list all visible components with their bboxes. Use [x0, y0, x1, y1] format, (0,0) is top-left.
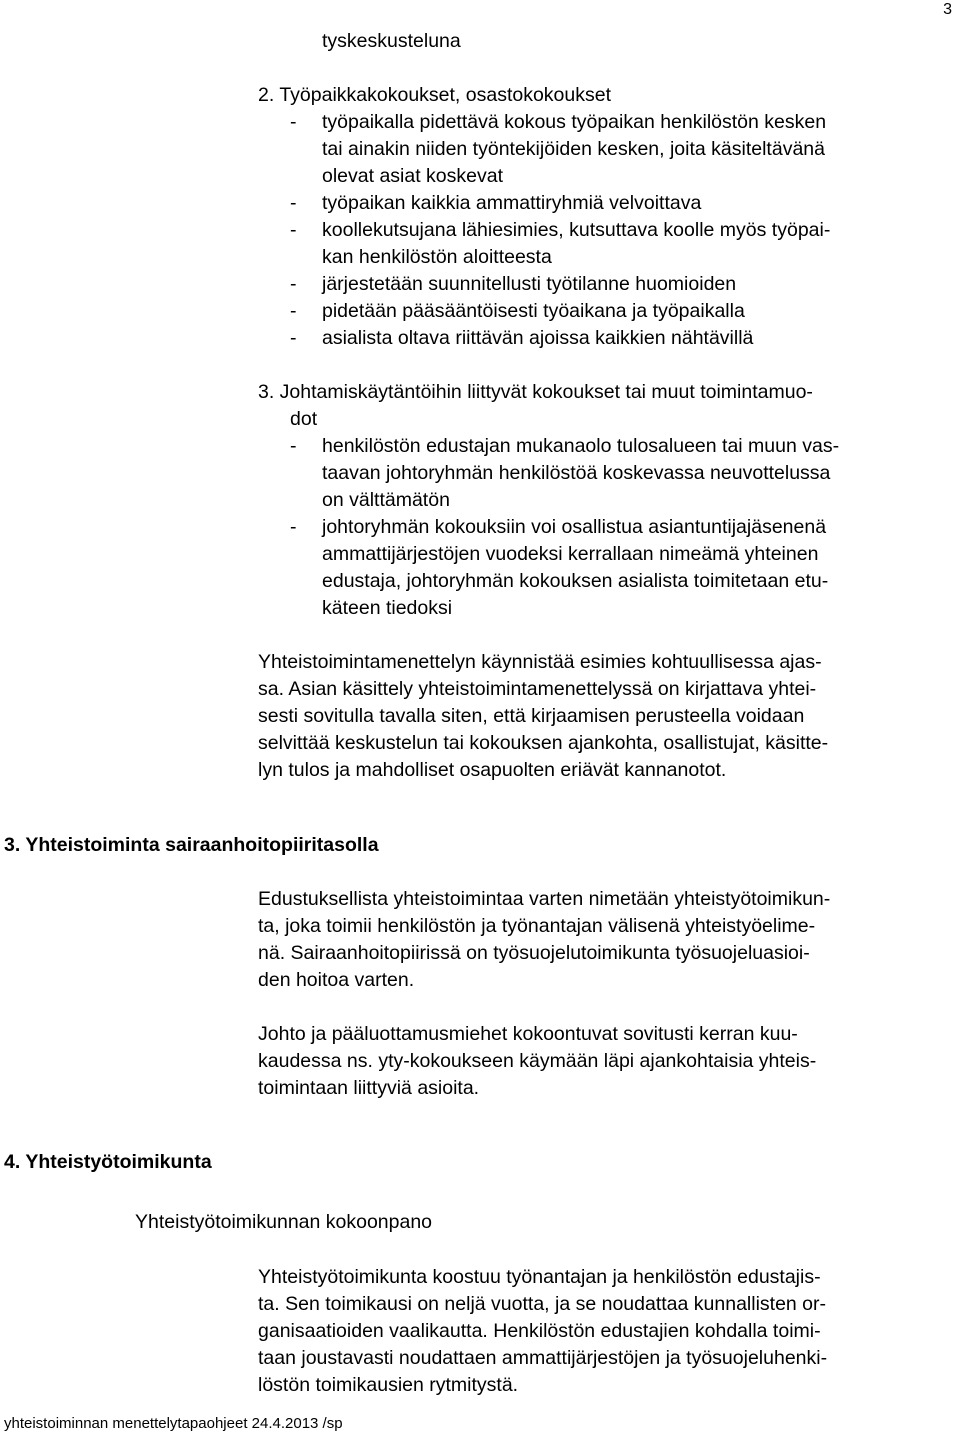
list-item-line: tai ainakin niiden työntekijöiden kesken, joita käsiteltävänä — [322, 138, 825, 160]
paragraph-line: taan joustavasti noudattaen ammattijärjestöjen ja työsuojeluhenki- — [258, 1347, 828, 1369]
list-item-line: edustaja, johtoryhmän kokouksen asialista toimitetaan etu- — [322, 570, 829, 592]
list-item-line: henkilöstön edustajan mukanaolo tulosalueen tai muun vas- — [322, 435, 840, 457]
footer-text: yhteistoiminnan menettelytapaohjeet 24.4.2013 /sp — [4, 1415, 343, 1432]
paragraph-line: sesti sovitulla tavalla siten, että kirjaamisen perusteella voidaan — [258, 705, 805, 727]
bullet-dash: - — [290, 111, 297, 133]
bullet-dash: - — [290, 300, 297, 322]
list-item-line: on välttämätön — [322, 489, 450, 511]
section3-heading: 3. Johtamiskäytäntöihin liittyvät kokoukset tai muut toimintamuo- — [258, 381, 813, 403]
list-item-line: järjestetään suunnitellusti työtilanne huomioiden — [322, 273, 737, 295]
paragraph-line: löstön toimikausien rytmitystä. — [258, 1374, 519, 1396]
bullet-dash: - — [290, 435, 297, 457]
list-item-line: kan henkilöstön aloitteesta — [322, 246, 552, 268]
section3-heading-cont: dot — [290, 408, 318, 430]
paragraph-line: Yhteistyötoimikunta koostuu työnantajan ja henkilöstön edustajis- — [258, 1266, 821, 1288]
section-heading-4: 4. Yhteistyötoimikunta — [4, 1151, 212, 1173]
paragraph-line: Yhteistoimintamenettelyn käynnistää esimies kohtuullisessa ajas- — [258, 651, 822, 673]
list-item-line: käteen tiedoksi — [322, 597, 453, 619]
paragraph-line: toimintaan liittyviä asioita. — [258, 1077, 480, 1099]
paragraph-line: ta. Sen toimikausi on neljä vuotta, ja se noudattaa kunnallisten or- — [258, 1293, 827, 1315]
bullet-dash: - — [290, 273, 297, 295]
paragraph-line: den hoitoa varten. — [258, 969, 415, 991]
subheading: Yhteistyötoimikunnan kokoonpano — [135, 1211, 433, 1233]
paragraph-line: lyn tulos ja mahdolliset osapuolten eriävät kannanotot. — [258, 759, 727, 781]
list-item-line: pidetään pääsääntöisesti työaikana ja työpaikalla — [322, 300, 745, 322]
list-item-line: taavan johtoryhmän henkilöstöä koskevassa neuvottelussa — [322, 462, 831, 484]
list-item-line: koollekutsujana lähiesimies, kutsuttava koolle myös työpai- — [322, 219, 831, 241]
list-item-line: johtoryhmän kokouksiin voi osallistua asiantuntijajäsenenä — [322, 516, 827, 538]
paragraph-line: Johto ja pääluottamusmiehet kokoontuvat sovitusti kerran kuu- — [258, 1023, 798, 1045]
paragraph-line: nä. Sairaanhoitopiirissä on työsuojelutoimikunta työsuojeluasioi- — [258, 942, 810, 964]
section-heading-3: 3. Yhteistoiminta sairaanhoitopiiritasolla — [4, 834, 379, 856]
list-item-line: työpaikan kaikkia ammattiryhmiä velvoittava — [322, 192, 702, 214]
paragraph-line: ganisaatioiden vaalikautta. Henkilöstön edustajien kohdalla toimi- — [258, 1320, 821, 1342]
paragraph-line: kaudessa ns. yty-kokoukseen käymään läpi ajankohtaisia yhteis- — [258, 1050, 817, 1072]
list-item-line: työpaikalla pidettävä kokous työpaikan henkilöstön kesken — [322, 111, 827, 133]
paragraph-line: selvittää keskustelun tai kokouksen ajankohta, osallistujat, käsitte- — [258, 732, 829, 754]
page-number: 3 — [943, 1, 952, 18]
paragraph-line: Edustuksellista yhteistoimintaa varten nimetään yhteistyötoimikun- — [258, 888, 831, 910]
paragraph-line: sa. Asian käsittely yhteistoimintamenettelyssä on kirjattava yhtei- — [258, 678, 817, 700]
paragraph-line: ta, joka toimii henkilöstön ja työnantajan välisenä yhteistyöelime- — [258, 915, 816, 937]
bullet-dash: - — [290, 192, 297, 214]
top-fragment: tyskeskustelunа — [322, 30, 461, 52]
list-item-line: olevat asiat koskevat — [322, 165, 504, 187]
section2-heading: 2. Työpaikkakokoukset, osastokokoukset — [258, 84, 612, 106]
list-item-line: asialista oltava riittävän ajoissa kaikkien nähtävillä — [322, 327, 754, 349]
bullet-dash: - — [290, 219, 297, 241]
bullet-dash: - — [290, 516, 297, 538]
bullet-dash: - — [290, 327, 297, 349]
list-item-line: ammattijärjestöjen vuodeksi kerrallaan nimeämä yhteinen — [322, 543, 819, 565]
